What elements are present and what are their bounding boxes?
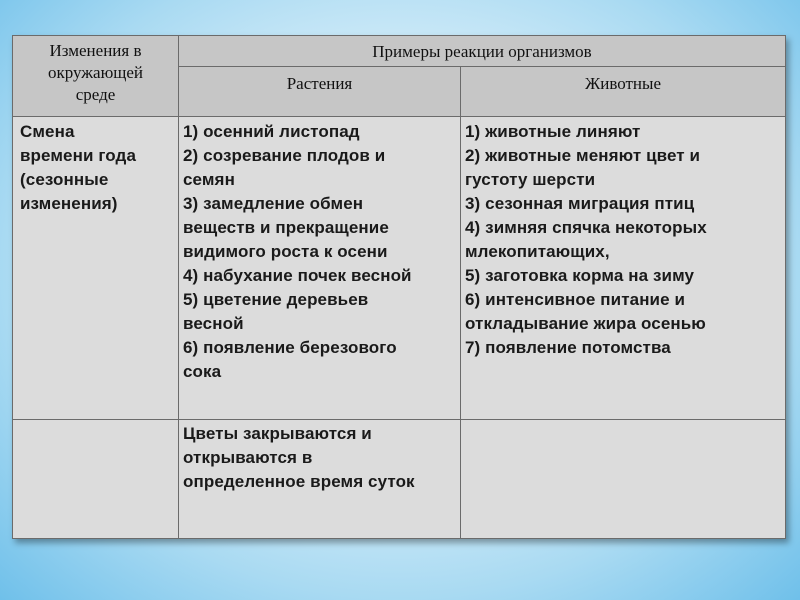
header-animals-text: Животные [584,74,661,93]
header-environment-line: среде [75,85,116,104]
plants-reaction-line: 4) набухание почек весной [183,266,412,285]
animals-reaction-line: 3) сезонная миграция птиц [465,194,695,213]
plants-daily-line: Цветы закрываются и [183,424,372,443]
animals-reaction-line: 2) животные меняют цвет и [465,146,701,165]
animals-reaction-line: млекопитающих, [465,242,610,261]
header-environment-line: Изменения в [49,41,142,60]
reactions-table [12,35,786,539]
plants-reaction-line: 3) замедление обмен [183,194,364,213]
plants-reaction-line: 6) появление березового [183,338,397,357]
season-change-line: (сезонные [20,170,109,189]
plants-reaction-line: семян [183,170,235,189]
animals-reaction-line: 1) животные линяют [465,122,641,141]
plants-reaction-line: 5) цветение деревьев [183,290,369,309]
plants-reaction-line: видимого роста к осени [183,242,388,261]
animals-reaction-line: 7) появление потомства [465,338,671,357]
header-plants [179,67,461,117]
cell-plants-seasonal [179,117,461,420]
cell-animals-daily-empty [461,420,786,539]
season-change-line: изменения) [20,194,118,213]
cell-season-change [13,117,179,420]
animals-reaction-line: откладывание жира осенью [465,314,706,333]
animals-reaction-line: густоту шерсти [465,170,596,189]
header-organism-reactions [179,36,786,67]
cell-daily-change-empty [13,420,179,539]
plants-reaction-line: сока [183,362,222,381]
animals-reaction-line: 4) зимняя спячка некоторых [465,218,707,237]
plants-daily-line: определенное время суток [183,472,415,491]
animals-reaction-line: 5) заготовка корма на зиму [465,266,695,285]
plants-reaction-line: 1) осенний листопад [183,122,360,141]
plants-reaction-line: 2) созревание плодов и [183,146,386,165]
plants-daily-line: открываются в [183,448,313,467]
season-change-line: времени года [20,146,136,165]
plants-reaction-line: весной [183,314,244,333]
header-organism-reactions-text: Примеры реакции организмов [372,42,592,61]
header-animals [461,67,786,117]
header-plants-text: Растения [286,74,353,93]
cell-plants-daily [179,420,461,539]
plants-reaction-line: веществ и прекращение [183,218,389,237]
cell-animals-seasonal [461,117,786,420]
season-change-line: Смена [20,122,75,141]
header-environment-line: окружающей [47,63,144,82]
animals-reaction-line: 6) интенсивное питание и [465,290,686,309]
header-environment-changes [13,36,179,117]
